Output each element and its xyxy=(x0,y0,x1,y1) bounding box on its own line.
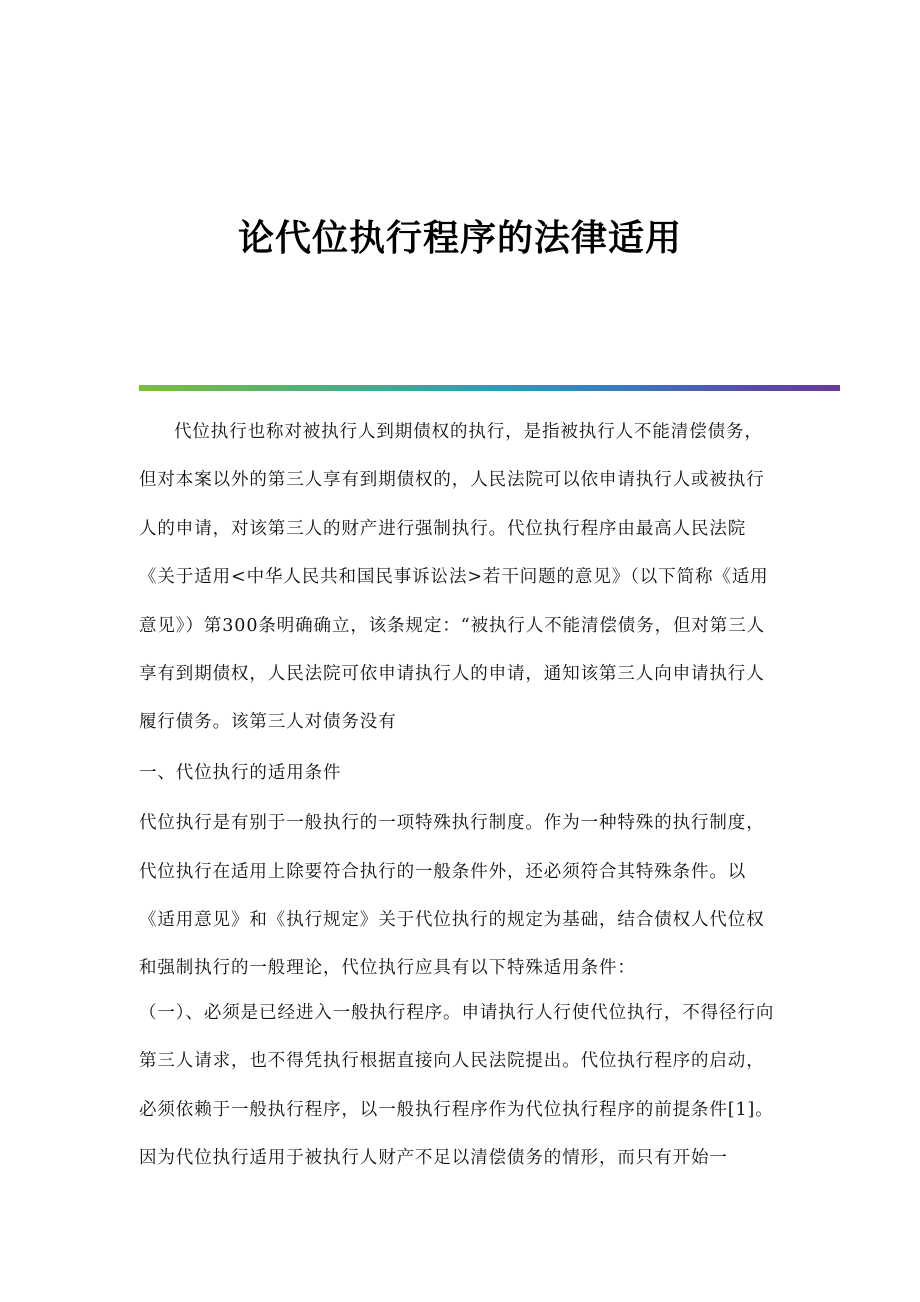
intro-paragraph: 代位执行也称对被执行人到期债权的执行，是指被执行人不能清偿债务，但对本案以外的第三人享有到期债权的，人民法院可以依申请执行人或被执行人的申请，对该第三人的财产进行强制执行。代位执行程序由最高人民法院《关于适用<中华人民共和国民事诉讼法>若干问题的意见》（以下简称《适用意见》）第300条明确确立，该条规定：“被执行人不能清偿债务，但对第三人享有到期债权，人民法院可依申请执行人的申请，通知该第三人向申请执行人履行债务。该第三人对债务没有 xyxy=(139,422,769,733)
section-paragraph: 代位执行是有别于一般执行的一项特殊执行制度。作为一种特殊的执行制度，代位执行在适用上除要符合执行的一般条件外，还必须符合其特殊条件。以《适用意见》和《执行规定》关于代位执行的规定为基础，结合债权人代位权和强制执行的一般理论，代位执行应具有以下特殊适用条件： xyxy=(139,813,765,979)
title-divider xyxy=(139,385,840,391)
condition-paragraph: （一）、必须是已经进入一般执行程序。申请执行人行使代位执行，不得径行向第三人请求，也不得凭执行根据直接向人民法院提出。代位执行程序的启动，必须依赖于一般执行程序，以一般执行程序作为代位执行程序的前提条件[1]。因为代位执行适用于被执行人财产不足以清偿债务的情形，而只有开始一 xyxy=(139,1002,775,1169)
section-heading: 一、代位执行的适用条件 xyxy=(139,762,342,783)
document-title: 论代位执行程序的法律适用 xyxy=(237,218,682,259)
document-body xyxy=(139,408,779,1183)
